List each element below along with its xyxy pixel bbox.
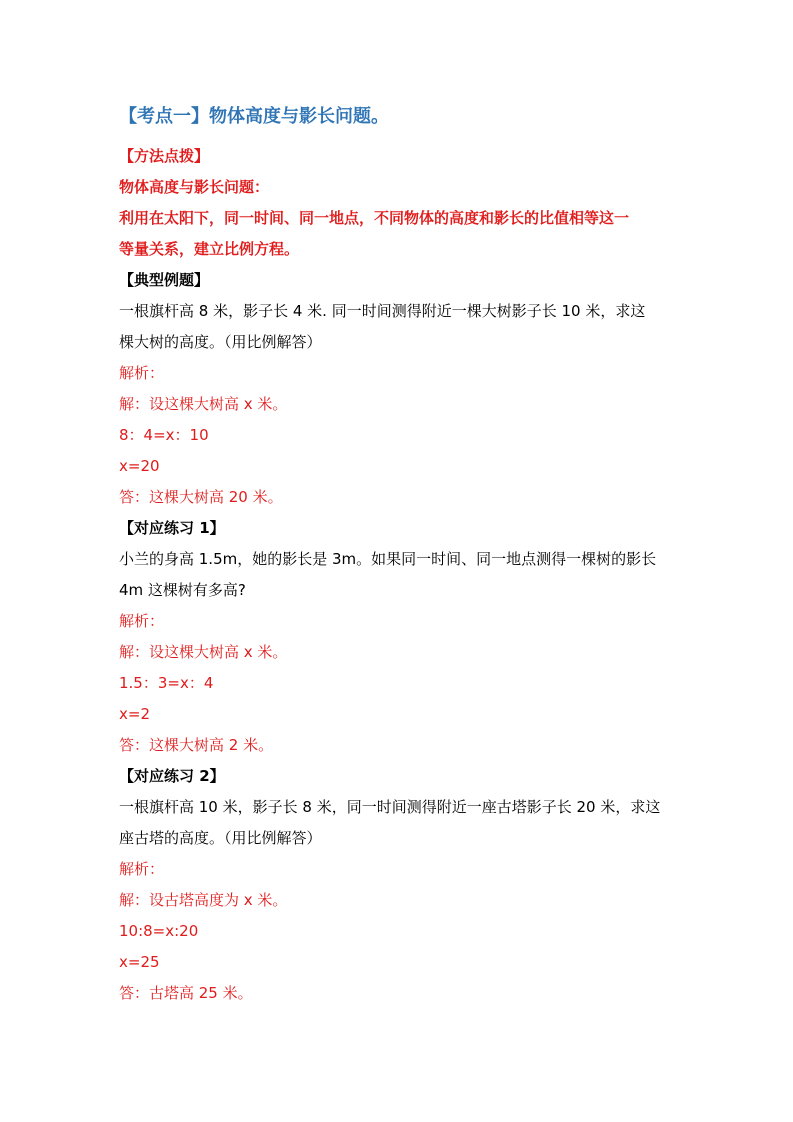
example-question-line-1: 一根旗杆高 8 米，影子长 4 米. 同一时间测得附近一棵大树影子长 10 米，求这 — [119, 302, 646, 320]
practice-2-heading: 【对应练习 2】 — [119, 767, 225, 785]
method-subheading: 物体高度与影长问题： — [119, 178, 270, 196]
practice-1-question-line-1: 小兰的身高 1.5m，她的影长是 3m。如果同一时间、同一地点测得一棵树的影长 — [119, 550, 657, 568]
example-solution-line: 8：4=x：10 — [119, 426, 209, 444]
practice-1-analysis-label: 解析： — [119, 612, 165, 630]
example-solution-line: 解：设这棵大树高 x 米。 — [119, 395, 288, 413]
practice-2-solution-line: x=25 — [119, 953, 160, 971]
method-body-line-2: 等量关系，建立比例方程。 — [119, 240, 300, 258]
practice-1-question-line-2: 4m 这棵树有多高? — [119, 581, 246, 599]
practice-2-solution-line: 10:8=x:20 — [119, 922, 199, 940]
practice-1-solution-line: 1.5：3=x：4 — [119, 674, 214, 692]
example-answer: 答：这棵大树高 20 米。 — [119, 488, 283, 506]
topic-title: 【考点一】物体高度与影长问题。 — [119, 106, 389, 127]
practice-2-solution-line: 解：设古塔高度为 x 米。 — [119, 891, 288, 909]
practice-2-question-line-2: 座古塔的高度。（用比例解答） — [119, 829, 322, 847]
practice-1-answer: 答：这棵大树高 2 米。 — [119, 736, 274, 754]
practice-2-analysis-label: 解析： — [119, 860, 165, 878]
example-question-line-2: 棵大树的高度。（用比例解答） — [119, 333, 322, 351]
practice-1-heading: 【对应练习 1】 — [119, 519, 225, 537]
practice-1-solution-line: x=2 — [119, 705, 150, 723]
method-body-line-1: 利用在太阳下，同一时间、同一地点，不同物体的高度和影长的比值相等这一 — [119, 209, 630, 227]
example-solution-line: x=20 — [119, 457, 160, 475]
method-heading: 【方法点拨】 — [119, 147, 210, 165]
example-analysis-label: 解析： — [119, 364, 165, 382]
practice-2-question-line-1: 一根旗杆高 10 米，影子长 8 米，同一时间测得附近一座古塔影子长 20 米，求这 — [119, 798, 661, 816]
practice-1-solution-line: 解：设这棵大树高 x 米。 — [119, 643, 288, 661]
example-heading: 【典型例题】 — [119, 271, 210, 289]
practice-2-answer: 答：古塔高 25 米。 — [119, 984, 253, 1002]
